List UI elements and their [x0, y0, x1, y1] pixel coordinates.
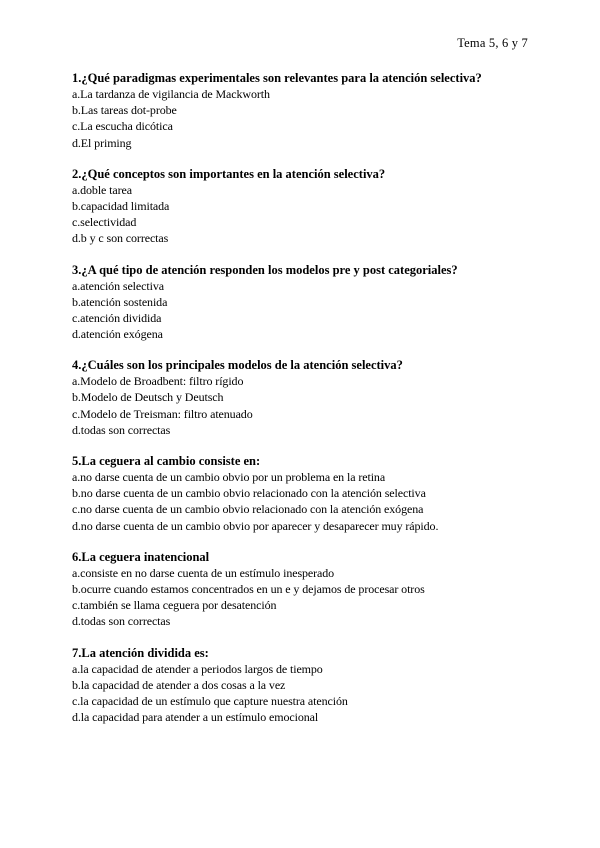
answer-option: d.El priming [72, 135, 132, 150]
question-block [72, 262, 542, 343]
answer-option: a.atención selectiva [72, 278, 164, 293]
quiz-questions [72, 70, 542, 740]
answer-option: d.todas son correctas [72, 422, 171, 437]
answer-option: d.la capacidad para atender a un estímulo emocional [72, 710, 319, 725]
answer-option: b.Modelo de Deutsch y Deutsch [72, 390, 224, 405]
question-title: 2.¿Qué conceptos son importantes en la atención selectiva? [72, 166, 386, 181]
answer-option: b.atención sostenida [72, 294, 168, 309]
answer-option: b.no darse cuenta de un cambio obvio relacionado con la atención selectiva [72, 486, 426, 501]
answer-option: c.La escucha dicótica [72, 119, 173, 134]
answer-option: a.consiste en no darse cuenta de un estímulo inesperado [72, 565, 335, 580]
question-title: 5.La ceguera al cambio consiste en: [72, 454, 261, 468]
answer-option: c.la capacidad de un estímulo que capture nuestra atención [72, 693, 348, 708]
question-block [72, 70, 542, 151]
question-title: 1.¿Qué paradigmas experimentales son relevantes para la atención selectiva? [72, 71, 482, 85]
question-block [72, 166, 542, 247]
answer-option: c.atención dividida [72, 310, 162, 325]
answer-option: b.ocurre cuando estamos concentrados en un e y dejamos de procesar otros [72, 581, 425, 596]
answer-option: c.también se llama ceguera por desatención [72, 598, 277, 613]
question-block [72, 549, 542, 630]
question-block [72, 357, 542, 438]
question-title: 6.La ceguera inatencional [72, 549, 210, 564]
question-title: 4.¿Cuáles son los principales modelos de la atención selectiva? [72, 358, 403, 373]
answer-option: b.Las tareas dot-probe [72, 103, 177, 118]
answer-option: a.la capacidad de atender a periodos largos de tiempo [72, 661, 323, 676]
answer-option: c.selectividad [72, 215, 137, 230]
question-title: 3.¿A qué tipo de atención responden los modelos pre y post categoriales? [72, 262, 458, 277]
answer-option: c.no darse cuenta de un cambio obvio relacionado con la atención exógena [72, 502, 424, 517]
answer-option: d.todas son correctas [72, 614, 171, 629]
answer-option: c.Modelo de Treisman: filtro atenuado [72, 406, 253, 421]
answer-option: b.capacidad limitada [72, 198, 170, 213]
question-block [72, 645, 542, 726]
answer-option: a.doble tarea [72, 182, 132, 197]
answer-option: a.no darse cuenta de un cambio obvio por un problema en la retina [72, 470, 386, 484]
answer-option: d.atención exógena [72, 327, 163, 342]
question-block [72, 453, 542, 534]
answer-option: a.Modelo de Broadbent: filtro rígido [72, 374, 244, 389]
answer-option: a.La tardanza de vigilancia de Mackworth [72, 87, 270, 101]
page-header-topic: Tema 5, 6 y 7 [457, 36, 528, 50]
question-title: 7.La atención dividida es: [72, 645, 209, 660]
answer-option: d.b y c son correctas [72, 231, 169, 246]
answer-option: b.la capacidad de atender a dos cosas a la vez [72, 677, 286, 692]
answer-option: d.no darse cuenta de un cambio obvio por aparecer y desaparecer muy rápido. [72, 518, 439, 533]
